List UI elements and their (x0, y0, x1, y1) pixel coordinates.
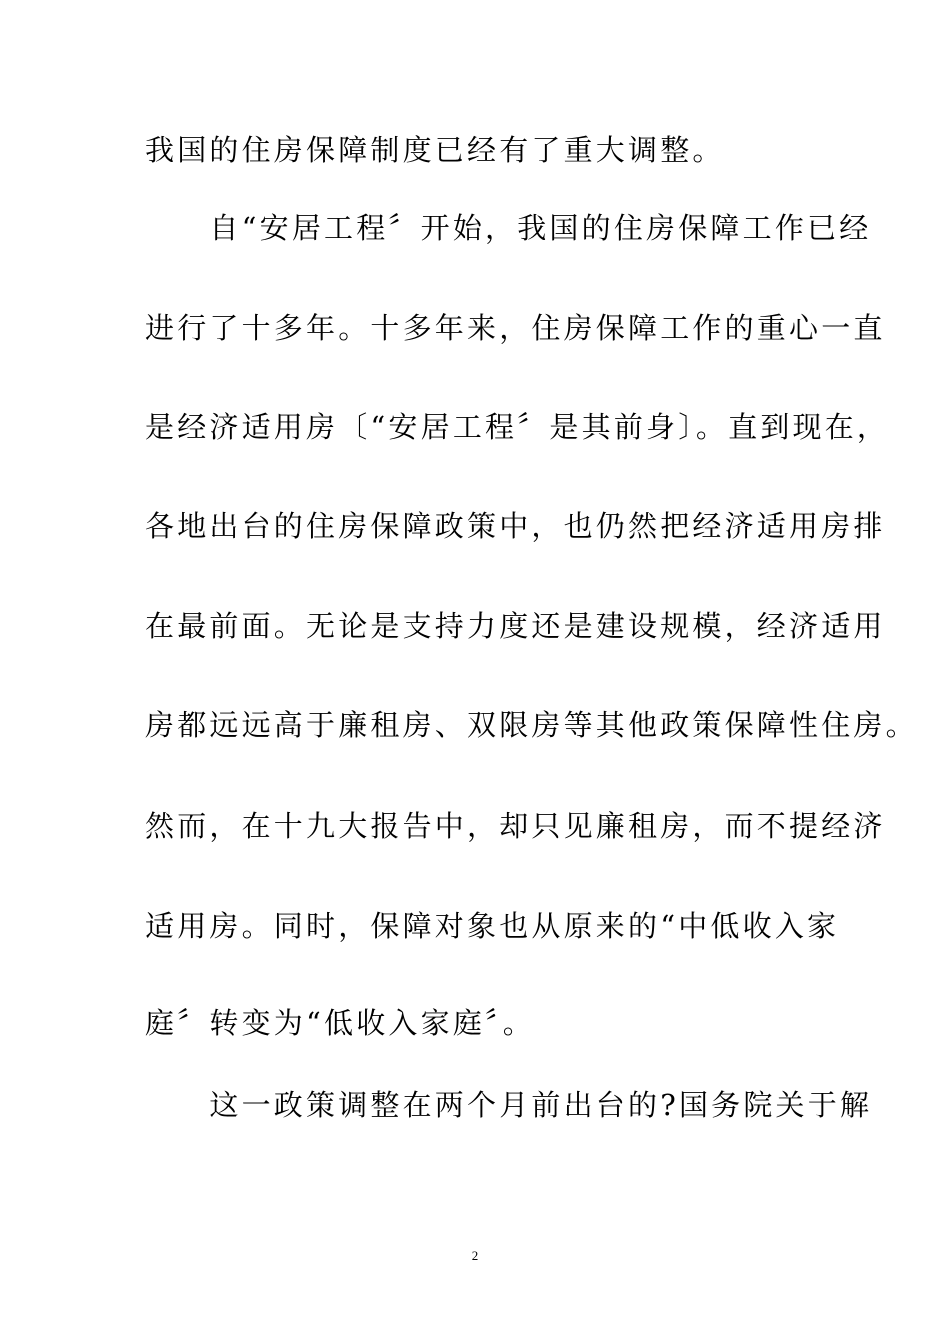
text-line: 适用房。同时，保障对象也从原来的“中低收入家 (145, 909, 840, 943)
page-number: 2 (471, 1248, 479, 1263)
text-line: 这一政策调整在两个月前出台的?国务院关于解 (145, 1088, 873, 1122)
text-line: 各地出台的住房保障政策中，也仍然把经济适用房排 (145, 509, 886, 543)
text-line: 房都远远高于廉租房、双限房等其他政策保障性住房。 (145, 708, 918, 742)
text-line: 在最前面。无论是支持力度还是建设规模，经济适用 (145, 609, 886, 643)
text-line: 庭〞转变为“低收入家庭〞。 (145, 1006, 535, 1040)
text-line: 然而，在十九大报告中，却只见廉租房，而不提经济 (145, 809, 886, 843)
text-line: 进行了十多年。十多年来，住房保障工作的重心一直 (145, 311, 886, 345)
text-line: 我国的住房保障制度已经有了重大调整。 (145, 133, 725, 167)
text-line: 自“安居工程〞开始，我国的住房保障工作已经 (145, 211, 872, 245)
text-line: 是经济适用房〔“安居工程〞是其前身〕。直到现在， (145, 410, 890, 444)
